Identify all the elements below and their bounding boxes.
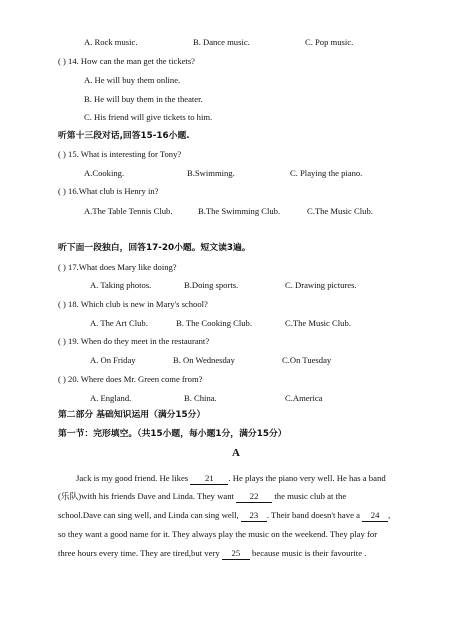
passage-line-2	[58, 491, 346, 503]
passage-text: three hours every time. They are tired,but very	[58, 548, 220, 558]
blank-21: 21	[190, 473, 228, 485]
monologue-heading: 听下面一段独白，回答17-20小题。短文读3遍。	[58, 243, 251, 253]
q19-option-b: B. On Wednesday	[173, 355, 235, 365]
passage-text: Jack is my good friend. He likes	[76, 473, 189, 483]
blank-22: 22	[236, 491, 272, 503]
passage-line-3	[58, 510, 390, 522]
q20-question: ( ) 20. Where does Mr. Green come from?	[58, 374, 203, 384]
q15-option-b: B.Swimming.	[187, 168, 235, 178]
section-1-heading: 第一节：完形填空。（共15小题，每小题1分，满分15分）	[58, 429, 287, 439]
q13-option-b: B. Dance music.	[193, 37, 250, 47]
passage-line-4: so they want a good name for it. They always play the music on the weekend. They play for	[58, 529, 378, 539]
passage-line-1	[76, 473, 386, 485]
passage-text: because music is their favourite .	[252, 548, 367, 558]
q16-question: ( ) 16.What club is Henry in?	[58, 186, 159, 196]
blank-23: 23	[241, 510, 267, 522]
q16-option-a: A.The Table Tennis Club.	[84, 206, 173, 216]
q20-option-b: B. China.	[184, 393, 217, 403]
q19-option-a: A. On Friday	[90, 355, 136, 365]
q14-option-c: C. His friend will give tickets to him.	[84, 112, 213, 122]
q15-option-c: C. Playing the piano.	[290, 168, 363, 178]
q17-option-b: B.Doing sports.	[184, 280, 239, 290]
q18-option-c: C.The Music Club.	[285, 318, 351, 328]
passage-line-5	[58, 548, 366, 560]
q13-option-c: C. Pop music.	[305, 37, 354, 47]
q20-option-c: C.America	[285, 393, 323, 403]
part-2-heading: 第二部分 基础知识运用（满分15分）	[58, 410, 206, 420]
passage-text: school.Dave can sing well, and Linda can sing well,	[58, 510, 239, 520]
q14-question: ( ) 14. How can the man get the tickets?	[58, 56, 195, 66]
section-13-heading: 听第十三段对话,回答15-16小题.	[58, 131, 190, 141]
q15-question: ( ) 15. What is interesting for Tony?	[58, 149, 182, 159]
q18-option-b: B. The Cooking Club.	[176, 318, 252, 328]
passage-text: the music club at the	[274, 491, 347, 501]
q17-question: ( ) 17.What does Mary like doing?	[58, 262, 177, 272]
q14-option-b: B. He will buy them in the theater.	[84, 94, 203, 104]
q19-question: ( ) 19. When do they meet in the restaurant?	[58, 336, 210, 346]
blank-24: 24	[362, 510, 388, 522]
q16-option-c: C.The Music Club.	[307, 206, 373, 216]
passage-text: (乐队)with his friends Dave and Linda. They want	[58, 491, 234, 501]
q19-option-c: C.On Tuesday	[282, 355, 332, 365]
passage-text: . Their band doesn't have a	[266, 510, 360, 520]
passage-text: ,	[388, 510, 391, 520]
q17-option-c: C. Drawing pictures.	[285, 280, 357, 290]
q18-question: ( ) 18. Which club is new in Mary's school?	[58, 299, 208, 309]
q17-option-a: A. Taking photos.	[90, 280, 152, 290]
q16-option-b: B.The Swimming Club.	[198, 206, 281, 216]
blank-25: 25	[222, 548, 250, 560]
q15-option-a: A.Cooking.	[84, 168, 125, 178]
passage-text: . He plays the piano very well. He has a band	[228, 473, 386, 483]
passage-title: A	[232, 447, 240, 459]
q18-option-a: A. The Art Club.	[90, 318, 148, 328]
q20-option-a: A. England.	[90, 393, 132, 403]
q14-option-a: A. He will buy them online.	[84, 75, 181, 85]
q13-option-a: A. Rock music.	[84, 37, 138, 47]
